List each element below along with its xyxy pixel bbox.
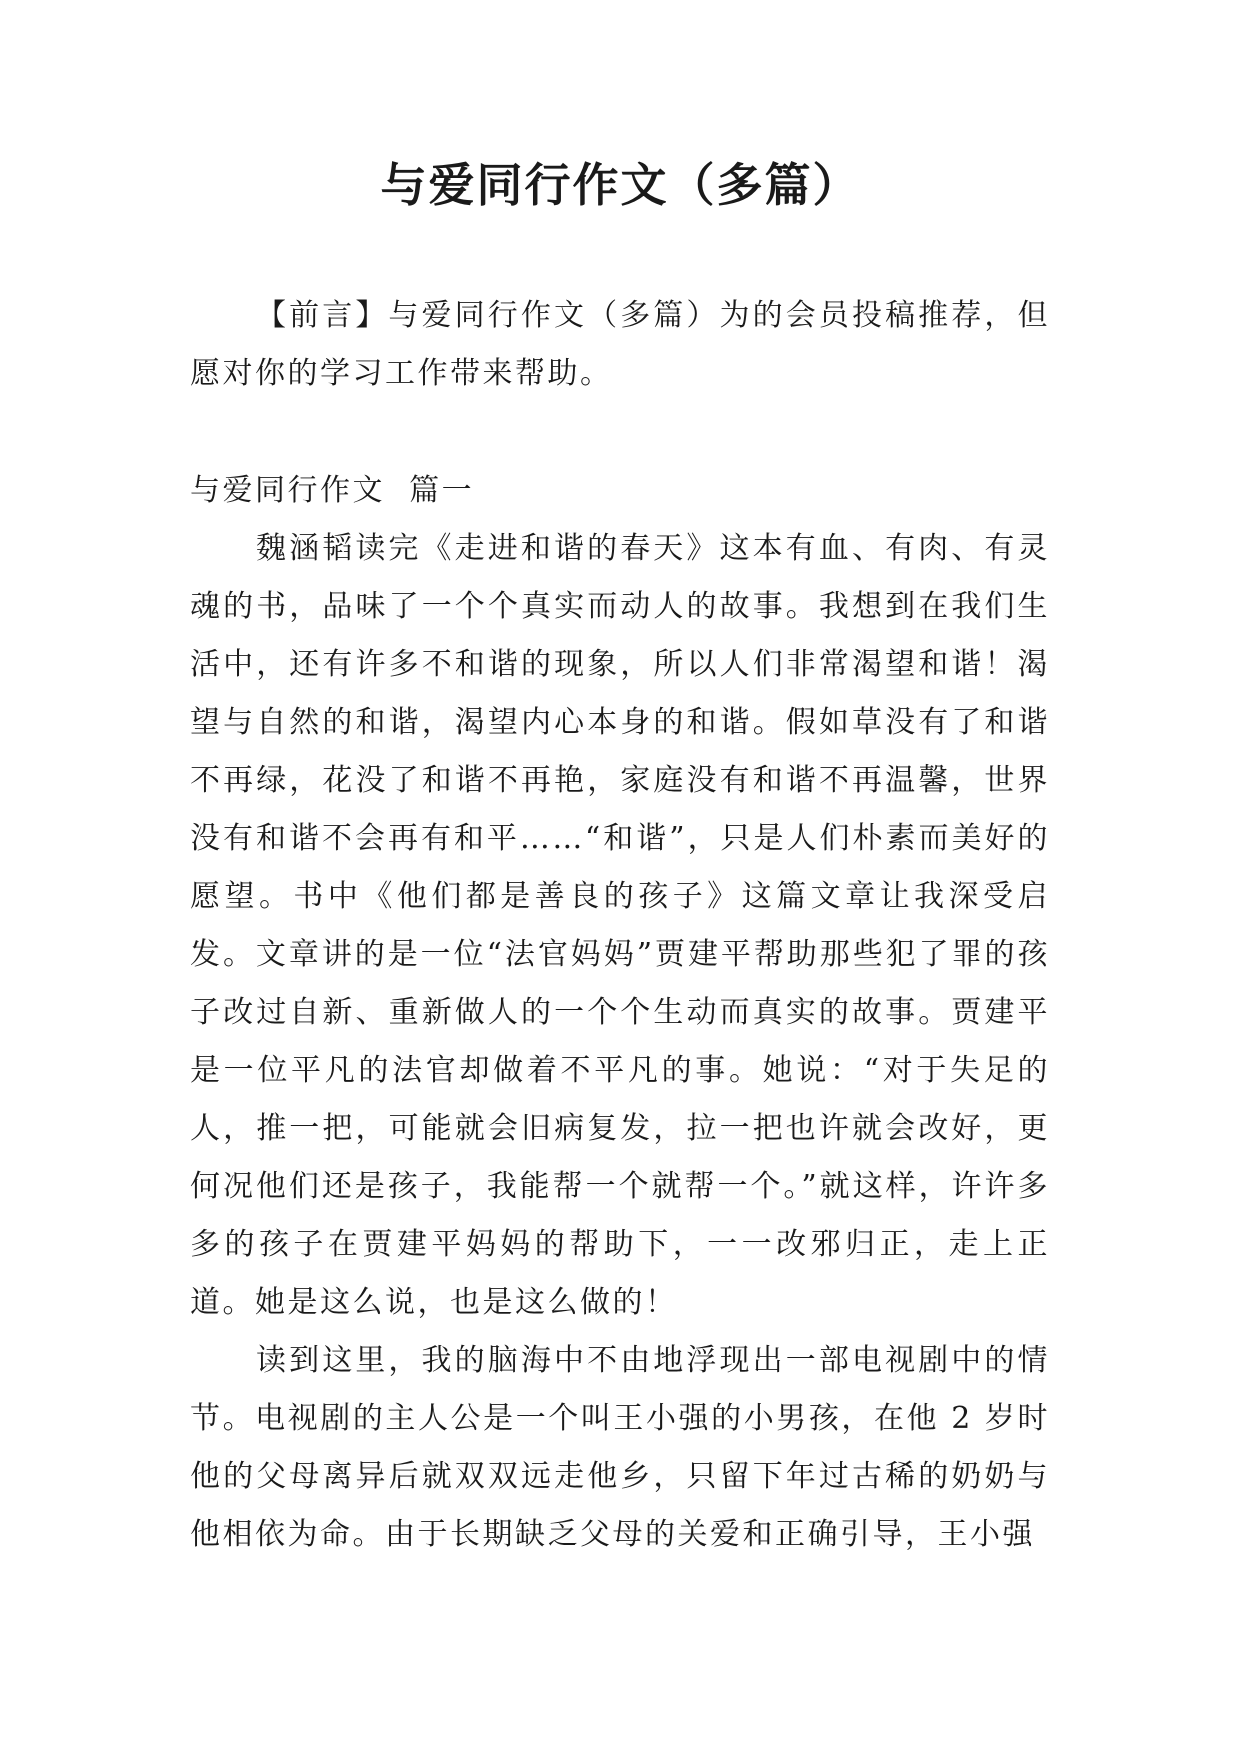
essay-paragraph: 魏涵韬读完《走进和谐的春天》这本有血、有肉、有灵魂的书，品味了一个个真实而动人的故事。我想到在我们生活中，还有许多不和谐的现象，所以人们非常渴望和谐！渴望与自然的和谐，渴望内心本身的和谐。假如草没有了和谐不再绿，花没了和谐不再艳，家庭没有和谐不再温馨，世界没有和谐不会再有和平……“和谐”，只是人们朴素而美好的愿望。书中《他们都是善良的孩子》这篇文章让我深受启发。文章讲的是一位“法官妈妈”贾建平帮助那些犯了罪的孩子改过自新、重新做人的一个个生动而真实的故事。贾建平是一位平凡的法官却做着不平凡的事。她说：“对于失足的人，推一把，可能就会旧病复发，拉一把也许就会改好，更何况他们还是孩子，我能帮一个就帮一个。”就这样，许许多多的孩子在贾建平妈妈的帮助下，一一改邪归正，走上正道。她是这么说，也是这么做的！	[190, 531, 1050, 1320]
essay-paragraph: 读到这里，我的脑海中不由地浮现出一部电视剧中的情节。电视剧的主人公是一个叫王小强的小男孩，在他 2 岁时他的父母离异后就双双远走他乡，只留下年过古稀的奶奶与他相依为命。由于长期缺乏父母的关爱和正确引导，王小强	[190, 1343, 1050, 1552]
document-title: 与爱同行作文（多篇）	[380, 158, 861, 212]
section-heading: 与爱同行作文 篇一	[190, 473, 475, 508]
essay-content	[190, 520, 1050, 1564]
preface-paragraph: 【前言】与爱同行作文（多篇）为的会员投稿推荐，但愿对你的学习工作带来帮助。	[190, 298, 1050, 391]
